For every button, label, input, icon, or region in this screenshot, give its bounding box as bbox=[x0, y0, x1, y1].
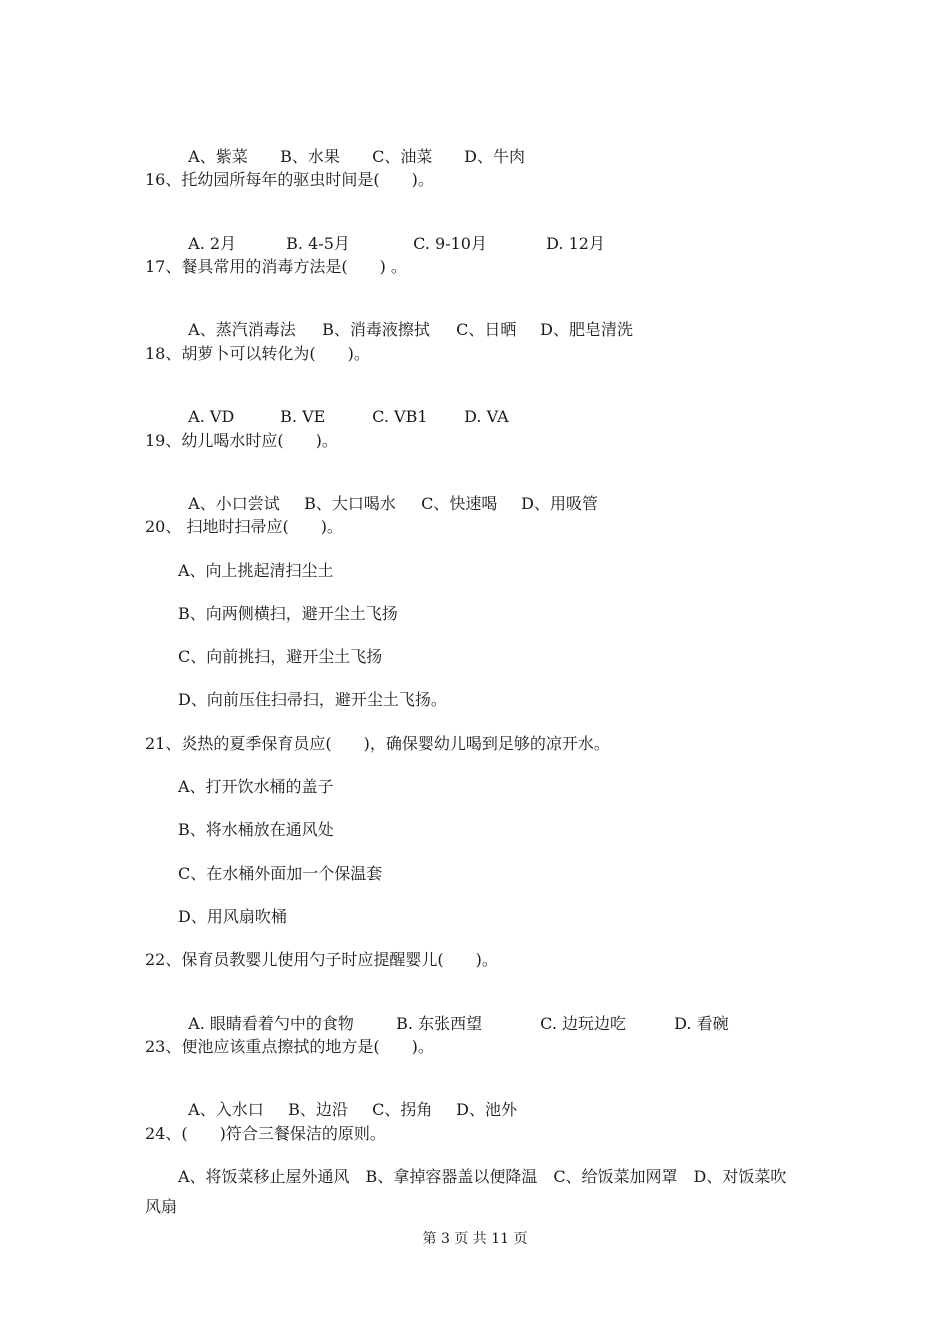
q18-options bbox=[178, 387, 509, 427]
q22-option-d: D. 看碗 bbox=[674, 1014, 729, 1033]
q19-option-d: D、用吸管 bbox=[521, 494, 599, 513]
q19-options bbox=[178, 474, 598, 514]
q23-stem: 23、便池应该重点擦拭的地方是( )。 bbox=[145, 1037, 434, 1056]
q21-option-b: B、将水桶放在通风处 bbox=[178, 820, 334, 839]
q18-stem: 18、胡萝卜可以转化为( )。 bbox=[145, 344, 370, 363]
q15-option-c: C、油菜 bbox=[372, 147, 433, 166]
q24-options: A、将饭菜移止屋外通风 B、拿掉容器盖以便降温 C、给饭菜加网罩 D、对饭菜吹 bbox=[178, 1167, 787, 1186]
q20-option-d: D、向前压住扫帚扫，避开尘土飞扬。 bbox=[178, 690, 447, 709]
q16-stem: 16、托幼园所每年的驱虫时间是( )。 bbox=[145, 170, 434, 189]
q16-option-d: D. 12月 bbox=[546, 234, 605, 253]
q24-options-wrap: 风扇 bbox=[145, 1197, 178, 1216]
q20-stem: 20、 扫地时扫帚应( )。 bbox=[145, 517, 343, 536]
q17-options bbox=[178, 300, 633, 340]
q18-option-c: C. VB1 bbox=[372, 407, 428, 426]
q21-option-a: A、打开饮水桶的盖子 bbox=[178, 777, 334, 796]
q21-option-c: C、在水桶外面加一个保温套 bbox=[178, 864, 383, 883]
q15-options bbox=[178, 127, 525, 167]
q19-option-c: C、快速喝 bbox=[421, 494, 498, 513]
q22-stem: 22、保育员教婴儿使用勺子时应提醒婴儿( )。 bbox=[145, 950, 498, 969]
q20-option-b: B、向两侧横扫，避开尘土飞扬 bbox=[178, 604, 398, 623]
q20-option-a: A、向上挑起清扫尘土 bbox=[178, 561, 334, 580]
q16-options bbox=[178, 214, 605, 254]
q23-option-a: A、入水口 bbox=[188, 1100, 264, 1119]
q22-option-a: A. 眼睛看着勺中的食物 bbox=[188, 1014, 354, 1033]
q23-option-c: C、拐角 bbox=[372, 1100, 433, 1119]
q23-options bbox=[178, 1080, 517, 1120]
q15-option-d: D、牛肉 bbox=[464, 147, 526, 166]
q23-option-b: B、边沿 bbox=[288, 1100, 348, 1119]
q21-stem: 21、炎热的夏季保育员应( )，确保婴幼儿喝到足够的凉开水。 bbox=[145, 734, 610, 753]
q22-option-b: B. 东张西望 bbox=[396, 1014, 483, 1033]
q19-option-a: A、小口尝试 bbox=[188, 494, 280, 513]
q19-option-b: B、大口喝水 bbox=[304, 494, 396, 513]
page-footer: 第 3 页 共 11 页 bbox=[422, 1231, 528, 1247]
q23-option-d: D、池外 bbox=[456, 1100, 518, 1119]
q20-option-c: C、向前挑扫，避开尘土飞扬 bbox=[178, 647, 383, 666]
q16-option-b: B. 4-5月 bbox=[286, 234, 350, 253]
q18-option-b: B. VE bbox=[280, 407, 326, 426]
q17-option-a: A、蒸汽消毒法 bbox=[188, 320, 296, 339]
q18-option-d: D. VA bbox=[464, 407, 509, 426]
q17-option-d: D、肥皂清洗 bbox=[540, 320, 634, 339]
q22-options bbox=[178, 994, 729, 1034]
q17-option-c: C、日晒 bbox=[456, 320, 517, 339]
q22-option-c: C. 边玩边吃 bbox=[540, 1014, 627, 1033]
q18-option-a: A. VD bbox=[188, 407, 235, 426]
q16-option-c: C. 9-10月 bbox=[413, 234, 487, 253]
q24-stem: 24、( )符合三餐保洁的原则。 bbox=[145, 1124, 386, 1143]
q16-option-a: A. 2月 bbox=[188, 234, 237, 253]
q15-option-a: A、紫菜 bbox=[188, 147, 248, 166]
q17-option-b: B、消毒液擦拭 bbox=[322, 320, 430, 339]
q17-stem: 17、餐具常用的消毒方法是( ) 。 bbox=[145, 257, 407, 276]
q21-option-d: D、用风扇吹桶 bbox=[178, 907, 287, 926]
q19-stem: 19、幼儿喝水时应( )。 bbox=[145, 431, 338, 450]
q15-option-b: B、水果 bbox=[280, 147, 340, 166]
